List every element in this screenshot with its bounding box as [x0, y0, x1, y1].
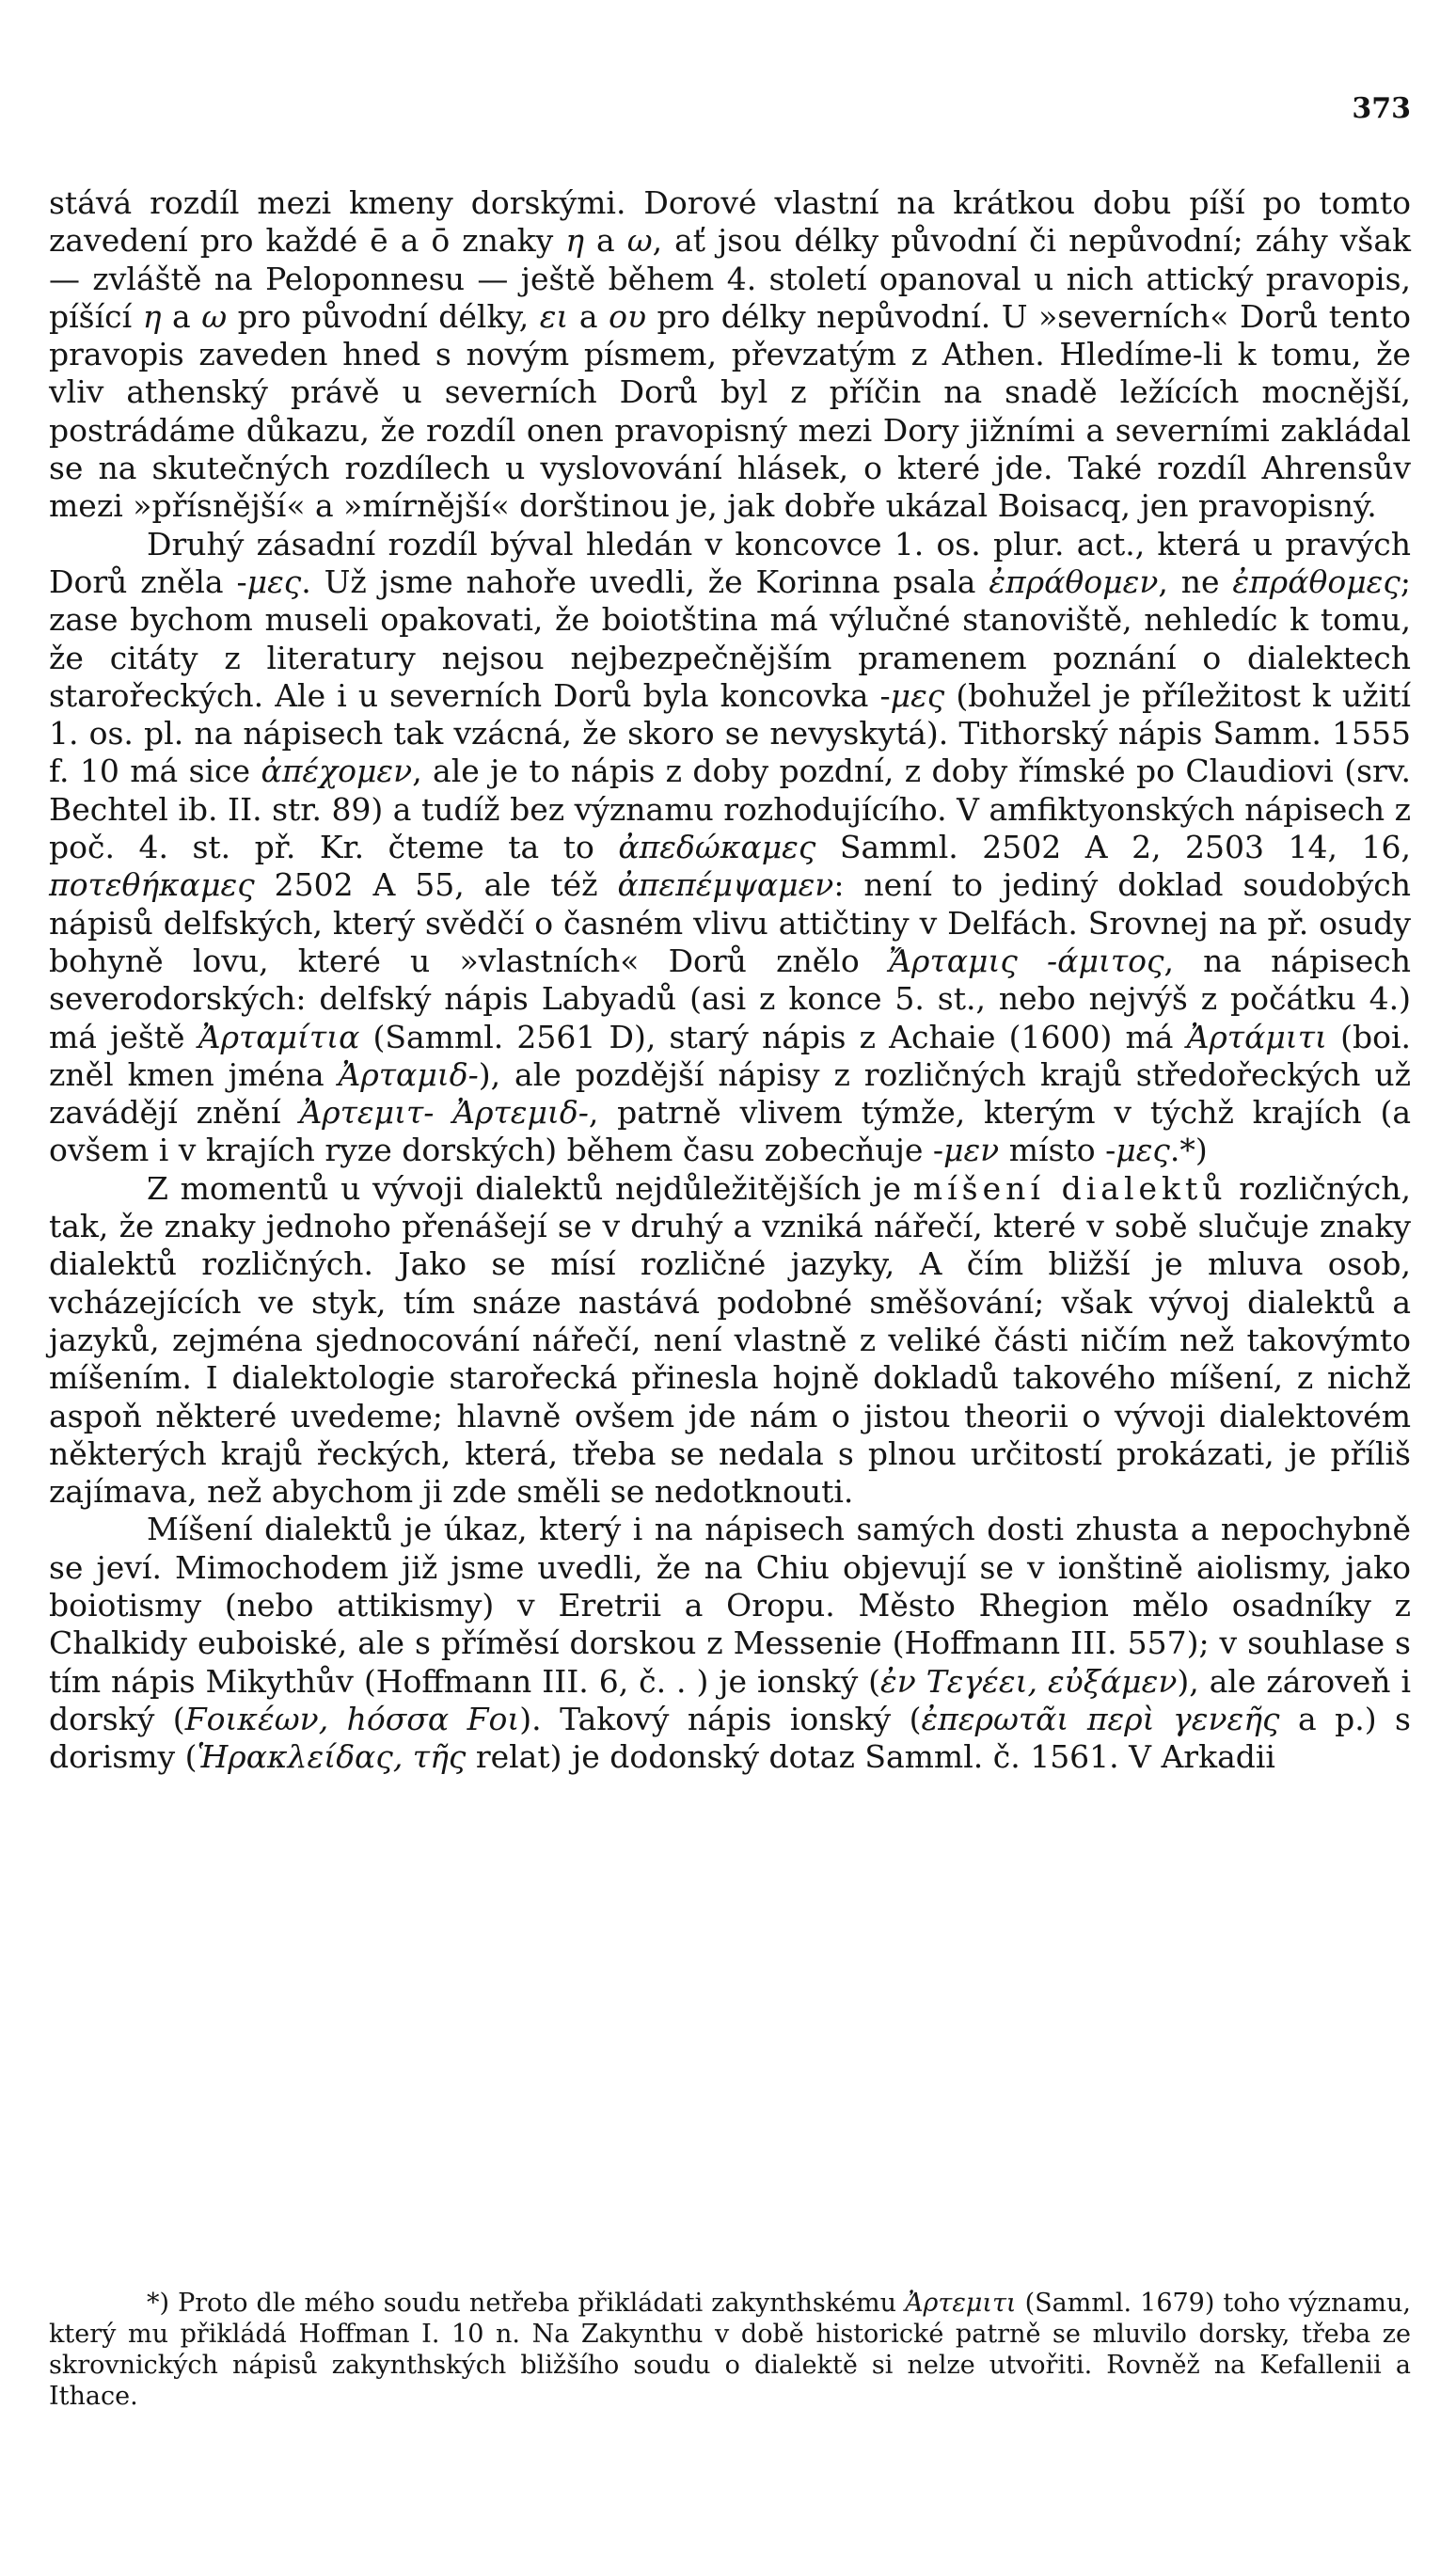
page-number: 373 — [1352, 92, 1411, 125]
greek-term: η — [565, 222, 585, 260]
paragraph-1 — [49, 184, 1411, 526]
greek-term: Ἀρταμιδ- — [338, 1055, 479, 1093]
text-run: pro původní délky, — [227, 297, 540, 335]
greek-term: ἐπράθομεν — [989, 562, 1159, 600]
text-run: (bohužel je příležitost k užití 1. os. pl. na nápisech tak vzácná, že skoro se nevyskytá). Tithorský nápis Samm. 1555 f. 10 má sice — [49, 676, 1411, 790]
greek-term: μες — [890, 676, 945, 714]
greek-term: μεν — [943, 1132, 1000, 1169]
greek-term: ἐν Τεγέει, εὐξάμεν — [880, 1662, 1178, 1700]
text-run: ), ale pozdější nápisy z rozličných krajů středořeckých už zavádějí znění — [49, 1055, 1412, 1132]
text-run: .*) — [1169, 1132, 1208, 1169]
text-run: Druhý zásadní rozdíl býval hledán v koncovce 1. os. plur. act., která u pravých Dorů zněla - — [49, 525, 1411, 600]
greek-term: ω — [626, 222, 653, 260]
text-run: , ale je to nápis z doby pozdní, z doby římské po Claudiovi (srv. Bechtel ib. II. str. 89) a tudíž bez významu rozhodujícího. V amfiktyonských nápisech z poč. 4. st. př. Kr. čteme ta to — [49, 753, 1411, 866]
text-run: a — [161, 297, 202, 335]
footnote — [49, 2288, 1411, 2412]
text-run: , ať jsou délky původní či nepůvodní; záhy však — zvláště na Peloponnesu — ještě během 4. století opanoval u nich attický pravopis, píšící — [49, 222, 1411, 335]
text-run: . Už jsme nahoře uvedli, že Korinna psala — [301, 562, 989, 600]
text-run: relat) je dodonský dotaz Samml. č. 1561. V Arkadii — [466, 1738, 1275, 1776]
text-run: Z momentů u vývoji dialektů nejdůležitějších je — [147, 1169, 913, 1207]
text-run: , na nápisech severodorských: delfský nápis Labyadů (asi z konce 5. st., nebo nejvýš z počátku 4.) má ještě — [49, 942, 1411, 1055]
greek-term: ποτεθήκαμες — [49, 866, 255, 904]
greek-term: Ἀρταμίτια — [198, 1018, 360, 1055]
text-run: 2502 A 55, ale též — [254, 866, 618, 904]
text-run: Samml. 2502 A 2, 2503 14, 16, — [815, 829, 1411, 866]
text-run: (Samml. 2561 D), starý nápis z Achaie (1600) má — [359, 1018, 1187, 1055]
paragraph-2 — [49, 526, 1411, 1170]
emphasized-term: míšení dialektů — [912, 1169, 1227, 1207]
greek-term: ἐπερωτᾶι περὶ γενεῆς — [921, 1700, 1280, 1737]
paragraph-3 — [49, 1170, 1411, 1512]
footnote-text — [49, 2288, 1411, 2412]
greek-term: ω — [201, 297, 228, 335]
greek-term: ου — [609, 297, 647, 335]
text-run: *) Proto dle mého soudu netřeba přikládati zakynthskému — [147, 2289, 906, 2318]
text-run: ; zase bychom museli opakovati, že boiotština má výlučné stanoviště, nehledíc k tomu, že citáty z literatury nejsou nejbezpečnějším pramenem poznání o dialektech starořeckých. Ale i u severních Dorů byla koncovka - — [49, 562, 1411, 714]
text-run: ). Takový nápis ionský ( — [519, 1700, 922, 1737]
text-run: (boi. zněl kmen jména — [49, 1018, 1411, 1093]
text-run: ), ale zároveň i dorský ( — [49, 1662, 1412, 1737]
text-run: , ne — [1158, 562, 1233, 600]
text-run: a — [584, 222, 627, 260]
greek-term: μες — [1116, 1132, 1170, 1169]
text-run: a p.) s dorismy ( — [49, 1700, 1411, 1776]
greek-term: μες — [246, 562, 302, 600]
text-run: , patrně vlivem týmže, kterým v týchž krajích (a ovšem i v krajích ryze dorských) během času zobecňuje - — [49, 1094, 1411, 1169]
greek-term: ει — [539, 297, 569, 335]
text-run: a — [568, 297, 609, 335]
greek-term: η — [142, 297, 162, 335]
body-text — [49, 184, 1411, 1776]
greek-term: Ἡρακλείδας, τῆς — [197, 1738, 467, 1776]
greek-term: ἐπράθομες — [1232, 562, 1401, 600]
greek-term: Ἀρτεμιτ- Ἀρτεμιδ- — [299, 1094, 589, 1132]
paragraph-4 — [49, 1511, 1411, 1776]
text-run: pro délky nepůvodní. U »severních« Dorů tento pravopis zaveden hned s novým písmem, převzatým z Athen. Hledíme-li k tomu, že vliv athenský právě u severních Dorů byl z příčin na snadě ležících mocnější, postrádáme důkazu, že rozdíl onen pravopisný mezi Dory jižními a severními zakládal se na skutečných rozdílech u vyslovování hlásek, o které jde. Také rozdíl Ahrensův mezi »přísnější« a »mírnější« dorštinou je, jak dobře ukázal Boisacq, jen pravopisný. — [49, 297, 1411, 525]
greek-term: Ἀρτεμιτι — [905, 2289, 1017, 2318]
greek-term: Ἄρταμις -άμιτος — [888, 942, 1164, 979]
greek-term: Ἀρτάμιτι — [1186, 1018, 1327, 1055]
text-run: : není to jediný doklad soudobých nápisů delfských, který svědčí o časném vlivu attičtiny v Delfách. Srovnej na př. osudy bohyně lovu, které u »vlastních« Dorů znělo — [49, 866, 1411, 979]
greek-term: ἀπεδώκαμες — [618, 829, 816, 866]
greek-term: Ϝοικέων, hόσσα Ϝοι — [184, 1700, 520, 1737]
greek-term: ἀπεπέμψαμεν — [617, 866, 834, 904]
greek-term: ἀπέχομεν — [261, 753, 413, 790]
text-run: (Samml. 1679) toho významu, který mu přikládá Hoffman I. 10 n. Na Zakynthu v době historické patrně se mluvilo dorsky, třeba ze skrovnických nápisů zakynthských bližšího soudu o dialektě si nelze utvořiti. Rovněž na Kefallenii a Ithace. — [49, 2289, 1412, 2411]
text-run: rozličných, tak, že znaky jednoho přenášejí se v druhý a vzniká nářečí, které v sobě slučuje znaky dialektů rozličných. Jako se mísí rozličné jazyky, A čím bližší je mluva osob, vcházejících ve styk, tím snáze nastává podobné směšování; však vývoj dialektů a jazyků, zejména sjednocování nářečí, není vlastně z veliké části ničím než takovýmto míšením. I dialektologie starořecká přinesla hojně dokladů takového míšení, z nichž aspoň některé uvedeme; hlavně ovšem jde nám o jistou theorii o vývoji dialektovém některých krajů řeckých, která, třeba se nedala s plnou určitostí prokázati, je příliš zajímava, než abychom ji zde směli se nedotknouti. — [49, 1169, 1411, 1511]
text-run: stává rozdíl mezi kmeny dorskými. Dorové vlastní na krátkou dobu píší po tomto zavedení pro každé ē a ō znaky — [49, 184, 1411, 260]
text-run: místo - — [999, 1132, 1116, 1169]
text-run: Míšení dialektů je úkaz, který i na nápisech samých dosti zhusta a nepochybně se jeví. Mimochodem již jsme uvedli, že na Chiu objevují se v ionštině aiolismy, jako boiotismy (nebo attikismy) v Eretrii a Oropu. Město Rhegion mělo osadníky z Chalkidy euboiské, ale s příměsí dorskou z Messenie (Hoffmann III. 557); v souhlase s tím nápis Mikythův (Hoffmann III. 6, č. . ) je ionský ( — [49, 1511, 1411, 1700]
